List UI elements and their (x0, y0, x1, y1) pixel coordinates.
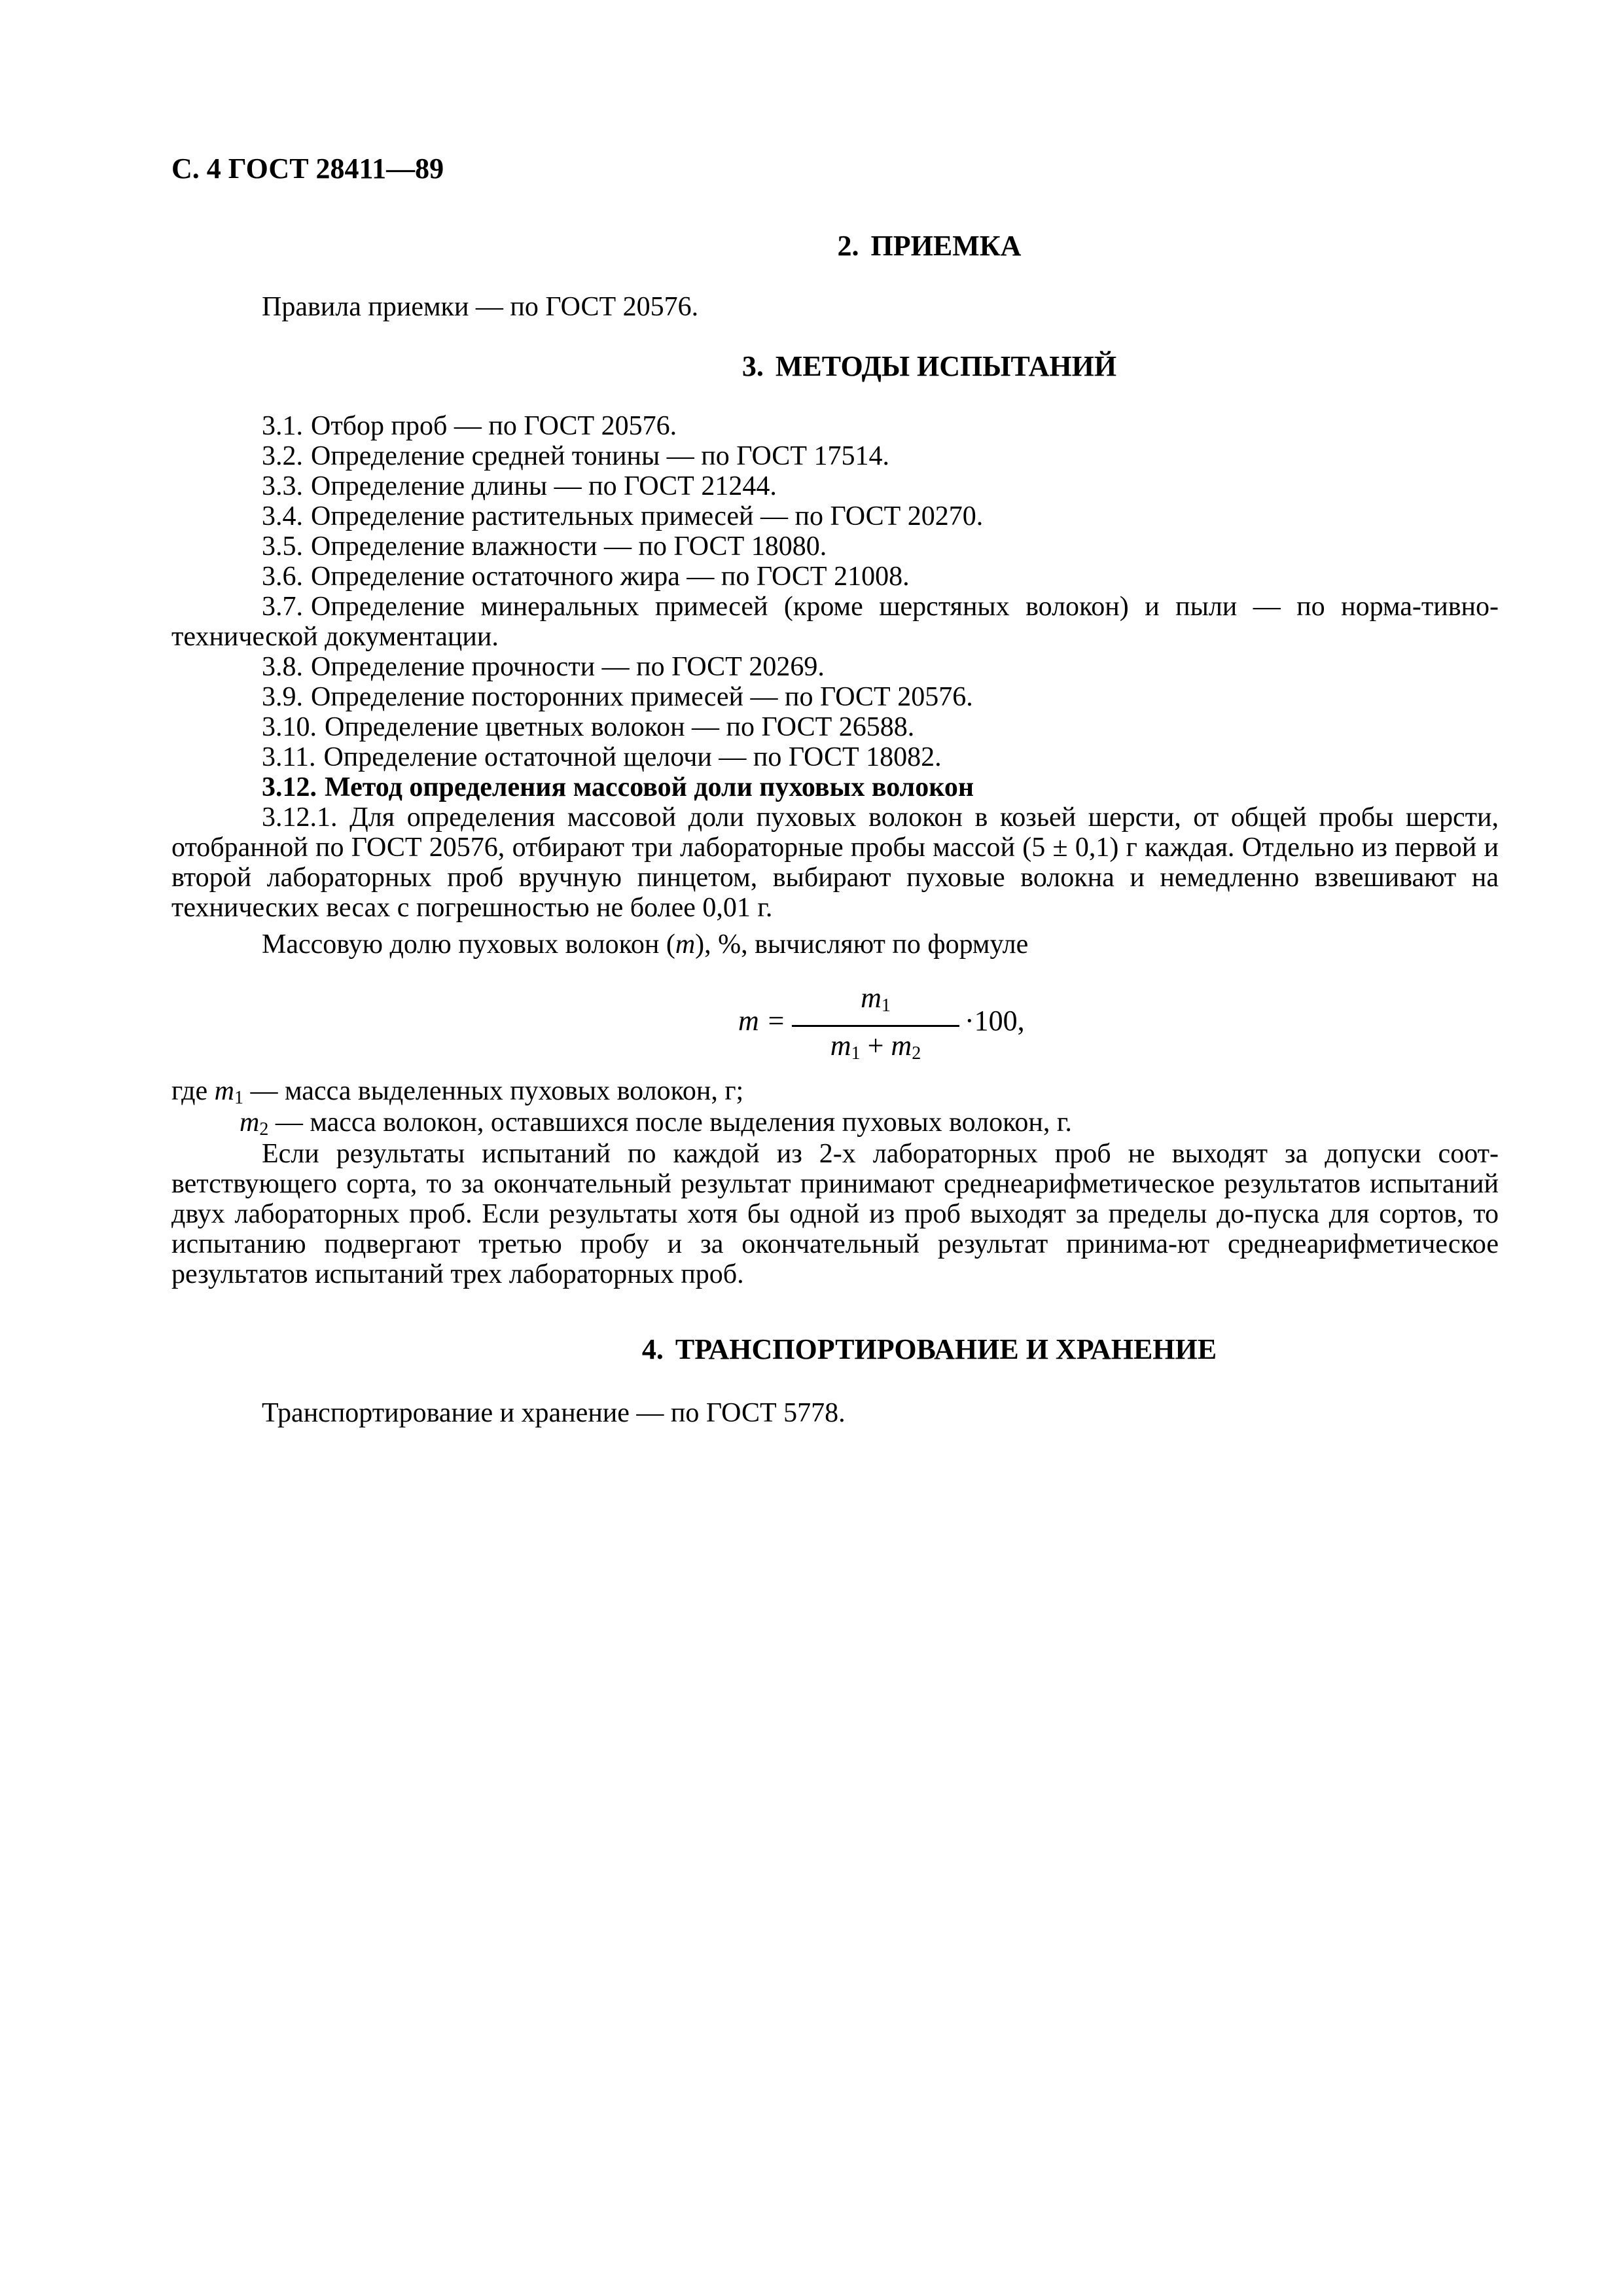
paragraph-3-12-1: 3.12.1. Для определения массовой доли пуховых волокон в козьей шерсти, от общей пробы шерсти, отобранной по ГОСТ 20576, отбирают три лабораторные пробы массой (5 ± 0,1) г каждая. Отдельно из первой и второй лабораторных проб вручную пинцетом, выбирают пуховые волокна и немедленно взвешивают на технических весах с погрешностью не более 0,01 г. (171, 802, 1499, 923)
section-3-heading (0, 350, 1623, 384)
list-item: 3.3. Определение длины — по ГОСТ 21244. (262, 471, 777, 501)
list-item: 3.4. Определение растительных примесей — по ГОСТ 20270. (262, 501, 984, 531)
fraction-bar (792, 1025, 959, 1027)
list-item: 3.1. Отбор проб — по ГОСТ 20576. (262, 411, 677, 441)
list-item: 3.11. Определение остаточной щелочи — по ГОСТ 18082. (262, 742, 942, 772)
section-3-number: 3. (741, 350, 764, 382)
list-item: 3.6. Определение остаточного жира — по ГОСТ 21008. (262, 562, 910, 592)
section-2-number: 2. (837, 230, 859, 262)
section-2-text: Правила приемки — по ГОСТ 20576. (262, 292, 699, 322)
section-4-text: Транспортирование и хранение — по ГОСТ 5778. (262, 1398, 846, 1428)
section-4-heading (0, 1333, 1623, 1367)
section-2-heading (0, 229, 1623, 263)
subsection-heading: 3.12. Метод определения массовой доли пуховых волокон (262, 772, 974, 802)
where-m2: $m_2$ — масса волокон, оставшихся после выделения пуховых волокон, г. (240, 1107, 1072, 1139)
list-item: 3.5. Определение влажности — по ГОСТ 18080. (262, 531, 827, 562)
where-m1: где $m_1$ — масса выделенных пуховых волокон, г; (171, 1076, 744, 1108)
formula-intro: Массовую долю пуховых волокон (m), %, вычисляют по формуле (262, 929, 1029, 960)
section-3-title: МЕТОДЫ ИСПЫТАНИЙ (775, 350, 1117, 382)
formula-fraction (792, 982, 959, 1070)
formula-denominator: $m_1 + m_2$ (830, 1030, 921, 1064)
formula-rhs: ·100, (965, 1005, 1025, 1037)
list-item: 3.2. Определение средней тонины — по ГОСТ 17514. (262, 441, 889, 471)
page-header: С. 4 ГОСТ 28411—89 (171, 152, 444, 185)
list-item: 3.10. Определение цветных волокон — по ГОСТ 26588. (262, 712, 915, 742)
section-4-number: 4. (641, 1333, 664, 1365)
list-item: 3.7. Определение минеральных примесей (кроме шерстяных волокон) и пыли — по норма-тивно-технической документации. (171, 592, 1499, 652)
section-3-items (171, 411, 1499, 802)
list-item: 3.9. Определение посторонних примесей — по ГОСТ 20576. (262, 682, 973, 712)
paragraph-results: Если результаты испытаний по каждой из 2-х лабораторных проб не выходят за допуски соот-ветствующего сорта, то за окончательный результат принимают среднеарифметическое результатов испытаний двух лабораторных проб. Если результаты хотя бы одной из проб выходят за пределы до-пуска для сортов, то испытанию подвергают третью пробу и за окончательный результат принима-ют среднеарифметическое результатов испытаний трех лабораторных проб. (171, 1139, 1499, 1289)
formula-numerator: $m_1$ (861, 982, 891, 1016)
section-2-title: ПРИЕМКА (870, 230, 1022, 262)
list-item: 3.8. Определение прочности — по ГОСТ 20269. (262, 652, 825, 682)
formula-lhs: m = (738, 1005, 786, 1037)
section-4-title: ТРАНСПОРТИРОВАНИЕ И ХРАНЕНИЕ (675, 1333, 1217, 1365)
